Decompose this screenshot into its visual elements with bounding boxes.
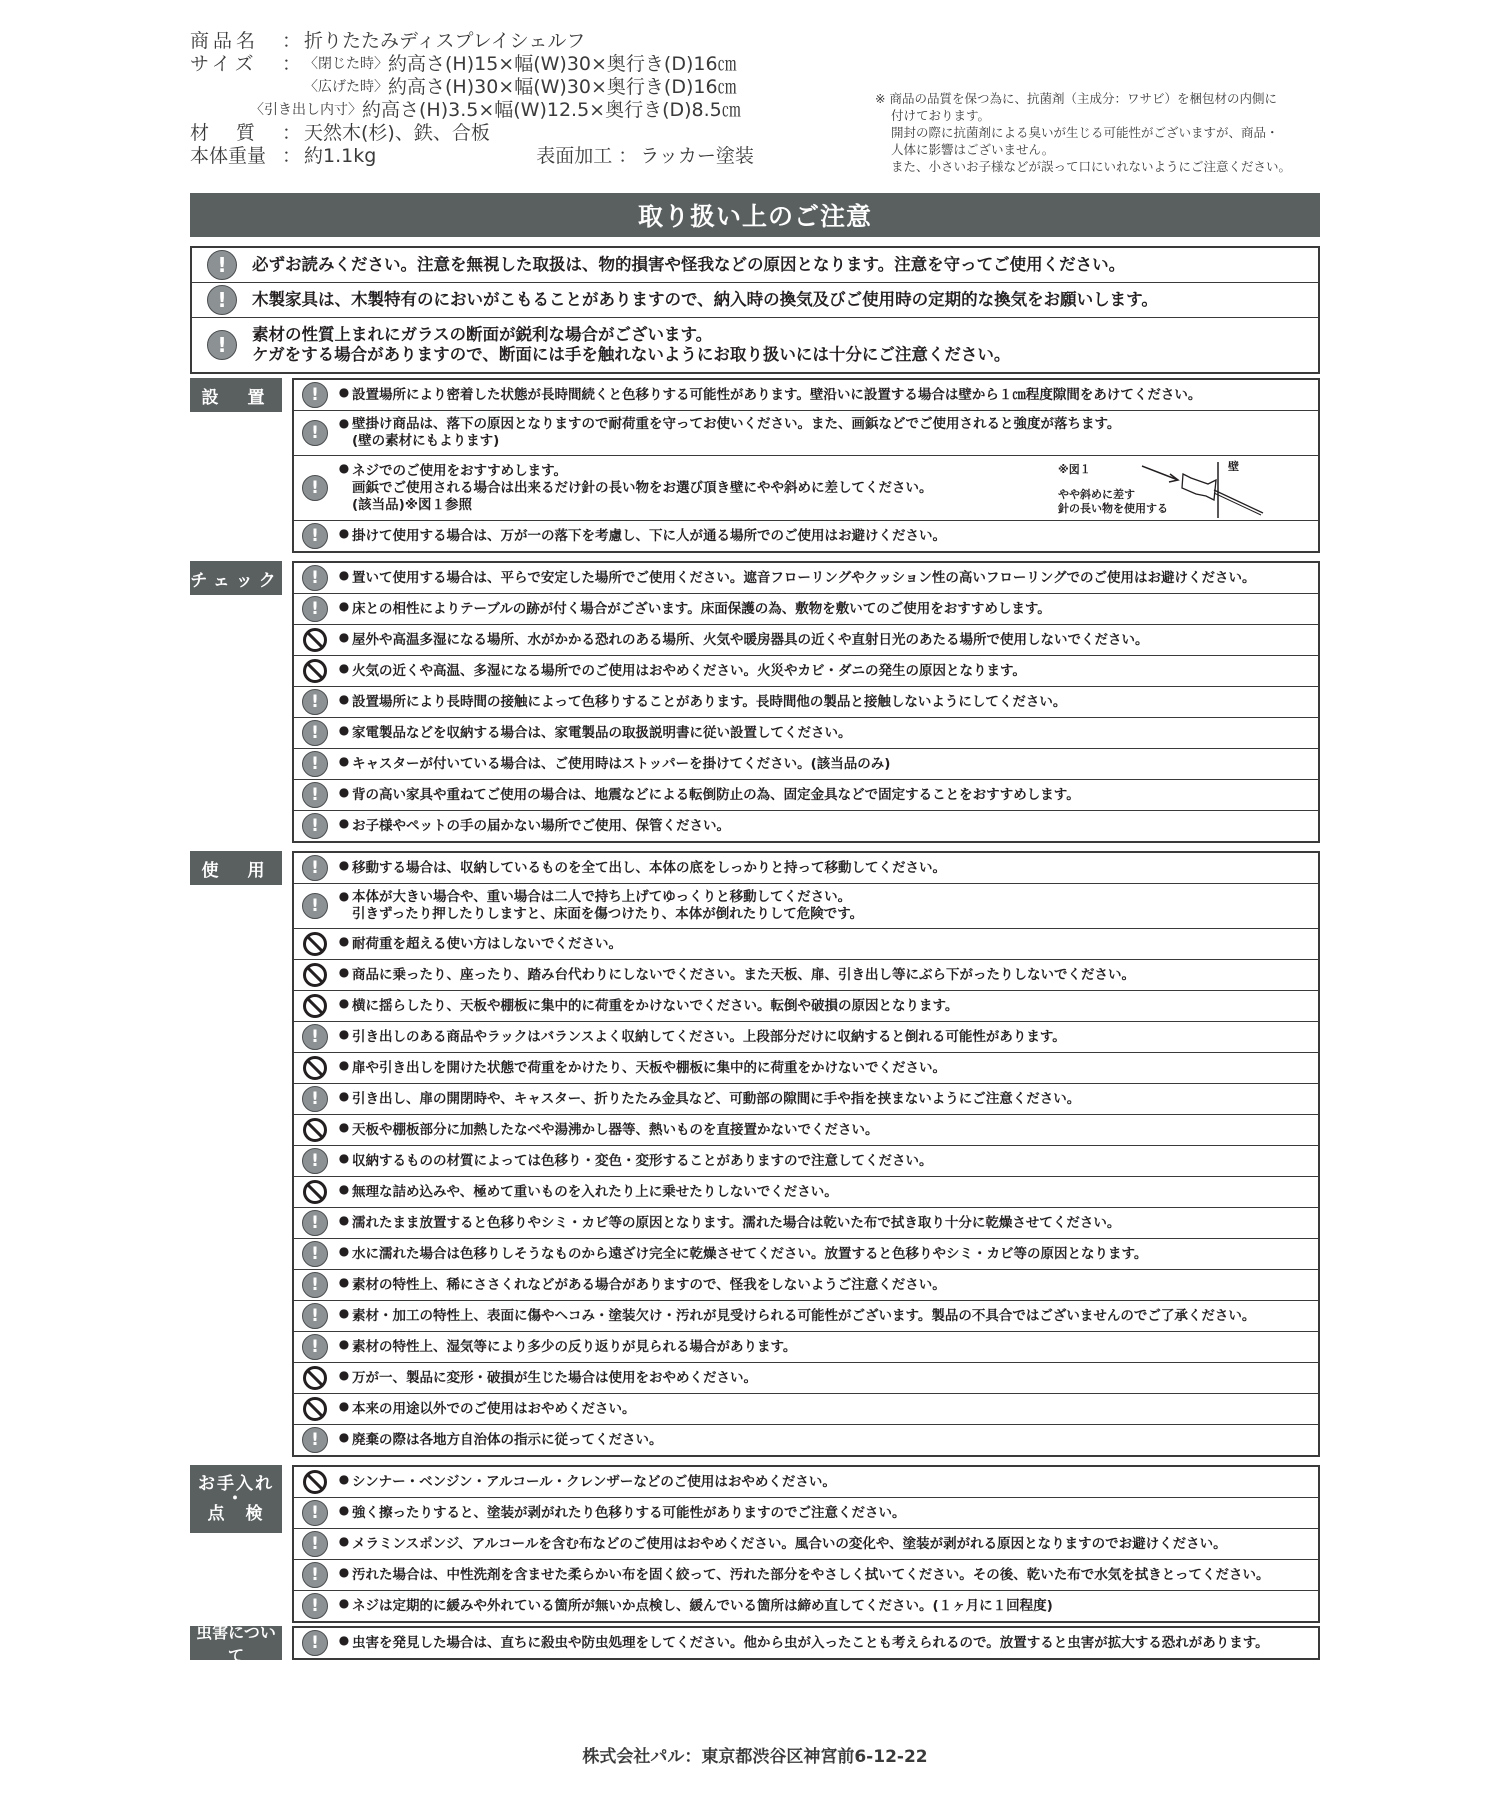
bullet: ● bbox=[338, 785, 350, 799]
caution-item bbox=[294, 411, 1318, 456]
caution-item bbox=[294, 1394, 1318, 1425]
bullet: ● bbox=[338, 1399, 350, 1413]
prohibited-icon bbox=[302, 627, 328, 653]
spec-label: 表面加工 bbox=[536, 145, 613, 167]
bullet: ● bbox=[338, 1633, 350, 1647]
bullet: ● bbox=[338, 1430, 350, 1444]
bullet: ● bbox=[338, 996, 350, 1010]
caution-text: 本体が大きい場合や、重い場合は二人で持ち上げてゆっくりと移動してください。 bbox=[352, 889, 852, 905]
exclamation-icon: ! bbox=[302, 751, 328, 777]
bullet: ● bbox=[338, 1058, 350, 1072]
spec-label: 商品名 bbox=[190, 30, 260, 52]
caution-item bbox=[294, 380, 1318, 411]
exclamation-icon: ! bbox=[302, 1148, 328, 1174]
intro-row bbox=[192, 283, 1318, 318]
exclamation-icon: ! bbox=[302, 1593, 328, 1619]
section-tag: チェック bbox=[190, 561, 282, 595]
exclamation-icon: ! bbox=[302, 782, 328, 808]
caution-list bbox=[292, 1465, 1320, 1623]
bullet: ● bbox=[338, 1182, 350, 1196]
caution-item bbox=[294, 1270, 1318, 1301]
exclamation-icon: ! bbox=[302, 1500, 328, 1526]
caution-text: 本来の用途以外でのご使用はおやめください。 bbox=[352, 1400, 636, 1417]
exclamation-icon: ! bbox=[302, 1303, 328, 1329]
caution-list bbox=[292, 1626, 1320, 1660]
exclamation-icon: ! bbox=[302, 1334, 328, 1360]
prohibited-icon bbox=[302, 1055, 328, 1081]
caution-item bbox=[294, 1053, 1318, 1084]
bullet: ● bbox=[338, 723, 350, 737]
exclamation-icon: ! bbox=[302, 855, 328, 881]
bullet: ● bbox=[338, 385, 350, 399]
caution-list bbox=[292, 378, 1320, 553]
caution-text: 画鋲でご使用される場合は出来るだけ針の長い物をお選び頂き壁にやや斜めに差してください。 bbox=[352, 479, 933, 496]
caution-list bbox=[292, 561, 1320, 843]
prohibited-icon bbox=[302, 1365, 328, 1391]
caution-item bbox=[294, 853, 1318, 884]
section-tag: 虫害について bbox=[190, 1626, 282, 1660]
caution-item bbox=[294, 625, 1318, 656]
caution-banner bbox=[190, 193, 1320, 237]
spec-label: 本体重量 bbox=[190, 145, 267, 167]
caution-item bbox=[294, 656, 1318, 687]
caution-item bbox=[294, 811, 1318, 841]
caution-text: 天板や棚板部分に加熱したなべや湯沸かし器等、熱いものを直接置かないでください。 bbox=[352, 1121, 879, 1138]
caution-item bbox=[294, 780, 1318, 811]
caution-text: 壁掛け商品は、落下の原因となりますので耐荷重を守ってお使いください。また、画鋲などでご使用されると強度が落ちます。 bbox=[352, 416, 1121, 432]
exclamation-icon: ! bbox=[302, 893, 328, 919]
caution-text: 扉や引き出しを開けた状態で荷重をかけたり、天板や棚板に集中的に荷重をかけないでください。 bbox=[352, 1059, 946, 1076]
exclamation-icon: ! bbox=[207, 250, 237, 280]
caution-text: 引きずったり押したりしますと、床面を傷つけたり、本体が倒れたりして危険です。 bbox=[352, 906, 864, 922]
exclamation-icon: ! bbox=[302, 1427, 328, 1453]
prohibited-icon bbox=[302, 1179, 328, 1205]
caution-item bbox=[294, 884, 1318, 929]
bullet: ● bbox=[338, 1120, 350, 1134]
bullet: ● bbox=[338, 568, 350, 582]
caution-item bbox=[294, 991, 1318, 1022]
exclamation-icon: ! bbox=[302, 1531, 328, 1557]
bullet: ● bbox=[338, 1275, 350, 1289]
caution-text: 無理な詰め込みや、極めて重いものを入れたり上に乗せたりしないでください。 bbox=[352, 1183, 838, 1200]
caution-item bbox=[294, 1022, 1318, 1053]
bullet: ● bbox=[338, 1337, 350, 1351]
prohibited-icon bbox=[302, 931, 328, 957]
caution-item bbox=[294, 1239, 1318, 1270]
caution-text: 背の高い家具や重ねてご使用の場合は、地震などによる転倒防止の為、固定金具などで固定することをおすすめします。 bbox=[352, 786, 1080, 803]
prohibited-icon bbox=[302, 962, 328, 988]
caution-item bbox=[294, 521, 1318, 551]
prohibited-icon bbox=[302, 1469, 328, 1495]
exclamation-icon: ! bbox=[302, 1210, 328, 1236]
caution-text: 強く擦ったりすると、塗装が剥がれたり色移りする可能性がありますのでご注意ください。 bbox=[352, 1504, 906, 1521]
bullet: ● bbox=[338, 816, 350, 830]
caution-item bbox=[294, 1208, 1318, 1239]
caution-list bbox=[292, 851, 1320, 1457]
caution-text: (壁の素材にもよります) bbox=[352, 433, 500, 449]
caution-item bbox=[294, 1301, 1318, 1332]
caution-item bbox=[294, 1628, 1318, 1658]
exclamation-icon: ! bbox=[302, 1241, 328, 1267]
bullet: ● bbox=[338, 1027, 350, 1041]
caution-item bbox=[294, 960, 1318, 991]
caution-text: 水に濡れた場合は色移りしそうなものから遠ざけ完全に乾燥させてください。放置すると色移りやシミ・カビ等の原因となります。 bbox=[352, 1245, 1148, 1262]
bullet: ● bbox=[338, 1368, 350, 1382]
bullet: ● bbox=[338, 599, 350, 613]
caution-text: シンナー・ベンジン・アルコール・クレンザーなどのご使用はおやめください。 bbox=[352, 1473, 836, 1490]
caution-text: 素材の特性上、稀にささくれなどがある場合がありますので、怪我をしないようご注意ください。 bbox=[352, 1276, 946, 1293]
caution-item bbox=[294, 1529, 1318, 1560]
caution-text: お子様やペットの手の届かない場所でご使用、保管ください。 bbox=[352, 817, 730, 834]
intro-row bbox=[192, 248, 1318, 283]
spec-label: 材 質 bbox=[190, 122, 260, 144]
spec-size-row-3: 〈引き出し内寸〉 約高さ(H)3.5×幅(W)12.5×奥行き(D)8.5㎝ bbox=[250, 99, 741, 121]
prohibited-icon bbox=[302, 993, 328, 1019]
caution-item bbox=[294, 1084, 1318, 1115]
bullet: ● bbox=[338, 1089, 350, 1103]
exclamation-icon: ! bbox=[302, 1024, 328, 1050]
bullet: ● bbox=[338, 1503, 350, 1517]
exclamation-icon: ! bbox=[302, 523, 328, 549]
spec-name-row: 商品名 ： 折りたたみディスプレイシェルフ bbox=[190, 30, 586, 52]
caution-item bbox=[294, 749, 1318, 780]
caution-item bbox=[294, 1591, 1318, 1621]
spec-value: 折りたたみディスプレイシェルフ bbox=[304, 30, 586, 52]
spec-size-row-1: サイズ ： 〈閉じた時〉 約高さ(H)15×幅(W)30×奥行き(D)16㎝ bbox=[190, 53, 737, 75]
antibacterial-note: ※ 商品の品質を保つ為に、抗菌剤（主成分：ワサビ）を梱包材の内側に 付けております。 開封の際に抗菌剤による臭いが生じる可能性がございますが、商品・ 人体に影響はございません。 また、小さいお子様などが誤って口にいれないようにご注意ください。 bbox=[875, 91, 1292, 174]
caution-text: キャスターが付いている場合は、ご使用時はストッパーを掛けてください。(該当品のみ) bbox=[352, 755, 891, 772]
caution-text: 床との相性によりテーブルの跡が付く場合がございます。床面保護の為、敷物を敷いてのご使用をおすすめします。 bbox=[352, 600, 1051, 617]
caution-text: ネジは定期的に緩みや外れている箇所が無いか点検し、緩んでいる箇所は締め直してください。(１ヶ月に１回程度) bbox=[352, 1597, 1053, 1614]
section-tag: お手入れ ・ 点 検 bbox=[190, 1465, 282, 1533]
bullet: ● bbox=[338, 692, 350, 706]
intro-text: 素材の性質上まれにガラスの断面が鋭利な場合がございます。 bbox=[252, 325, 713, 344]
caution-text: 設置場所により長時間の接触によって色移りすることがあります。長時間他の製品と接触しないようにしてください。 bbox=[352, 693, 1067, 710]
intro-row bbox=[192, 318, 1318, 372]
spec-label: サイズ bbox=[190, 53, 258, 75]
caution-text: 横に揺らしたり、天板や棚板に集中的に荷重をかけないでください。転倒や破損の原因となります。 bbox=[352, 997, 959, 1014]
intro-box bbox=[190, 246, 1320, 374]
caution-text: 火気の近くや高温、多湿になる場所でのご使用はおやめください。火災やカビ・ダニの発生の原因となります。 bbox=[352, 662, 1026, 679]
company-footer: 株式会社パル：東京都渋谷区神宮前6-12-22 bbox=[582, 1747, 928, 1767]
caution-item bbox=[294, 456, 1318, 521]
caution-text: 移動する場合は、収納しているものを全て出し、本体の底をしっかりと持って移動してください。 bbox=[352, 859, 946, 876]
exclamation-icon: ! bbox=[207, 285, 237, 315]
exclamation-icon: ! bbox=[302, 720, 328, 746]
exclamation-icon: ! bbox=[302, 475, 328, 501]
caution-item bbox=[294, 718, 1318, 749]
intro-text: ケガをする場合がありますので、断面には手を触れないようにお取り扱いには十分にご注意ください。 bbox=[252, 345, 1011, 364]
bullet: ● bbox=[338, 1534, 350, 1548]
section-tag: 設 置 bbox=[190, 378, 282, 412]
caution-item bbox=[294, 1332, 1318, 1363]
exclamation-icon: ! bbox=[302, 1630, 328, 1656]
caution-text: 素材・加工の特性上、表面に傷やヘコみ・塗装欠け・汚れが見受けられる可能性がございます。製品の不具合ではございませんのでご了承ください。 bbox=[352, 1307, 1256, 1324]
exclamation-icon: ! bbox=[302, 1562, 328, 1588]
spec-material-row: 材 質 ： 天然木(杉)、鉄、合板 bbox=[190, 122, 490, 144]
caution-item bbox=[294, 563, 1318, 594]
caution-item bbox=[294, 687, 1318, 718]
caution-text: 設置場所により密着した状態が長時間続くと色移りする可能性があります。壁沿いに設置する場合は壁から１㎝程度隙間をあけてください。 bbox=[352, 386, 1202, 403]
caution-text: 虫害を発見した場合は、直ちに殺虫や防虫処理をしてください。他から虫が入ったことも考えられるので。放置すると虫害が拡大する恐れがあります。 bbox=[352, 1634, 1269, 1651]
caution-text: 家電製品などを収納する場合は、家電製品の取扱説明書に従い設置してください。 bbox=[352, 724, 852, 741]
caution-text: 屋外や高温多湿になる場所、水がかかる恐れのある場所、火気や暖房器具の近くや直射日光のあたる場所で使用しないでください。 bbox=[352, 631, 1149, 648]
bullet: ● bbox=[338, 1472, 350, 1486]
bullet: ● bbox=[338, 461, 350, 475]
caution-text: 掛けて使用する場合は、万が一の落下を考慮し、下に人が通る場所でのご使用はお避けください。 bbox=[352, 527, 946, 544]
caution-text: 置いて使用する場合は、平らで安定した場所でご使用ください。遮音フローリングやクッション性の高いフローリングでのご使用はお避けください。 bbox=[352, 569, 1256, 586]
caution-item bbox=[294, 1177, 1318, 1208]
bullet: ● bbox=[338, 889, 350, 903]
bullet: ● bbox=[338, 416, 350, 430]
caution-item bbox=[294, 1115, 1318, 1146]
exclamation-icon: ! bbox=[302, 689, 328, 715]
caution-text: ネジでのご使用をおすすめします。 bbox=[352, 462, 568, 479]
bullet: ● bbox=[338, 630, 350, 644]
exclamation-icon: ! bbox=[302, 565, 328, 591]
intro-text: 必ずお読みください。注意を無視した取扱は、物的損害や怪我などの原因となります。注意を守ってご使用ください。 bbox=[252, 255, 1126, 274]
caution-text: (該当品)※図１参照 bbox=[352, 496, 472, 513]
caution-text: 素材の特性上、湿気等により多少の反り返りが見られる場合があります。 bbox=[352, 1338, 797, 1355]
exclamation-icon: ! bbox=[302, 813, 328, 839]
spec-size-row-2: 〈広げた時〉 約高さ(H)30×幅(W)30×奥行き(D)16㎝ bbox=[304, 76, 737, 98]
exclamation-icon: ! bbox=[207, 330, 237, 360]
figure-1-pushpin: ※図１ やや斜めに差す 針の長い物を使用する 壁 bbox=[1058, 458, 1268, 520]
prohibited-icon bbox=[302, 1117, 328, 1143]
caution-item bbox=[294, 1146, 1318, 1177]
caution-item bbox=[294, 1425, 1318, 1455]
bullet: ● bbox=[338, 754, 350, 768]
bullet: ● bbox=[338, 1244, 350, 1258]
caution-text: 廃棄の際は各地方自治体の指示に従ってください。 bbox=[352, 1431, 663, 1448]
caution-text: 引き出し、扉の開閉時や、キャスター、折りたたみ金具など、可動部の隙間に手や指を挟まないようにご注意ください。 bbox=[352, 1090, 1081, 1107]
bullet: ● bbox=[338, 1596, 350, 1610]
caution-item bbox=[294, 594, 1318, 625]
caution-item bbox=[294, 1560, 1318, 1591]
caution-text: 耐荷重を超える使い方はしないでください。 bbox=[352, 935, 622, 952]
caution-text: メラミンスポンジ、アルコールを含む布などのご使用はおやめください。風合いの変化や、塗装が剥がれる原因となりますのでお避けください。 bbox=[352, 1535, 1227, 1552]
caution-text: 汚れた場合は、中性洗剤を含ませた柔らかい布を固く絞って、汚れた部分をやさしく拭いてください。その後、乾いた布で水気を拭きとってください。 bbox=[352, 1566, 1270, 1583]
prohibited-icon bbox=[302, 658, 328, 684]
intro-text: 木製家具は、木製特有のにおいがこもることがありますので、納入時の換気及びご使用時の定期的な換気をお願いします。 bbox=[252, 290, 1158, 309]
caution-text: 引き出しのある商品やラックはバランスよく収納してください。上段部分だけに収納すると倒れる可能性があります。 bbox=[352, 1028, 1066, 1045]
section-tag: 使 用 bbox=[190, 851, 282, 885]
bullet: ● bbox=[338, 858, 350, 872]
bullet: ● bbox=[338, 1151, 350, 1165]
caution-item bbox=[294, 929, 1318, 960]
exclamation-icon: ! bbox=[302, 382, 328, 408]
exclamation-icon: ! bbox=[302, 1086, 328, 1112]
caution-item bbox=[294, 1363, 1318, 1394]
exclamation-icon: ! bbox=[302, 1272, 328, 1298]
banner-title: 取り扱い上のご注意 bbox=[637, 202, 872, 231]
caution-text: 万が一、製品に変形・破損が生じた場合は使用をおやめください。 bbox=[352, 1369, 757, 1386]
bullet: ● bbox=[338, 1306, 350, 1320]
caution-text: 濡れたまま放置すると色移りやシミ・カビ等の原因となります。濡れた場合は乾いた布で拭き取り十分に乾燥させてください。 bbox=[352, 1214, 1121, 1231]
caution-text: 収納するものの材質によっては色移り・変色・変形することがありますので注意してください。 bbox=[352, 1152, 933, 1169]
exclamation-icon: ! bbox=[302, 596, 328, 622]
bullet: ● bbox=[338, 934, 350, 948]
bullet: ● bbox=[338, 1565, 350, 1579]
bullet: ● bbox=[338, 1213, 350, 1227]
prohibited-icon bbox=[302, 1396, 328, 1422]
caution-item bbox=[294, 1498, 1318, 1529]
bullet: ● bbox=[338, 661, 350, 675]
caution-text: 商品に乗ったり、座ったり、踏み台代わりにしないでください。また天板、扉、引き出し等にぶら下がったりしないでください。 bbox=[352, 966, 1135, 983]
caution-item bbox=[294, 1467, 1318, 1498]
bullet: ● bbox=[338, 965, 350, 979]
bullet: ● bbox=[338, 526, 350, 540]
exclamation-icon: ! bbox=[302, 420, 328, 446]
product-spec bbox=[190, 30, 890, 168]
spec-weight-row: 本体重量 ： 約1.1kg 表面加工 ： ラッカー塗装 bbox=[190, 145, 754, 167]
